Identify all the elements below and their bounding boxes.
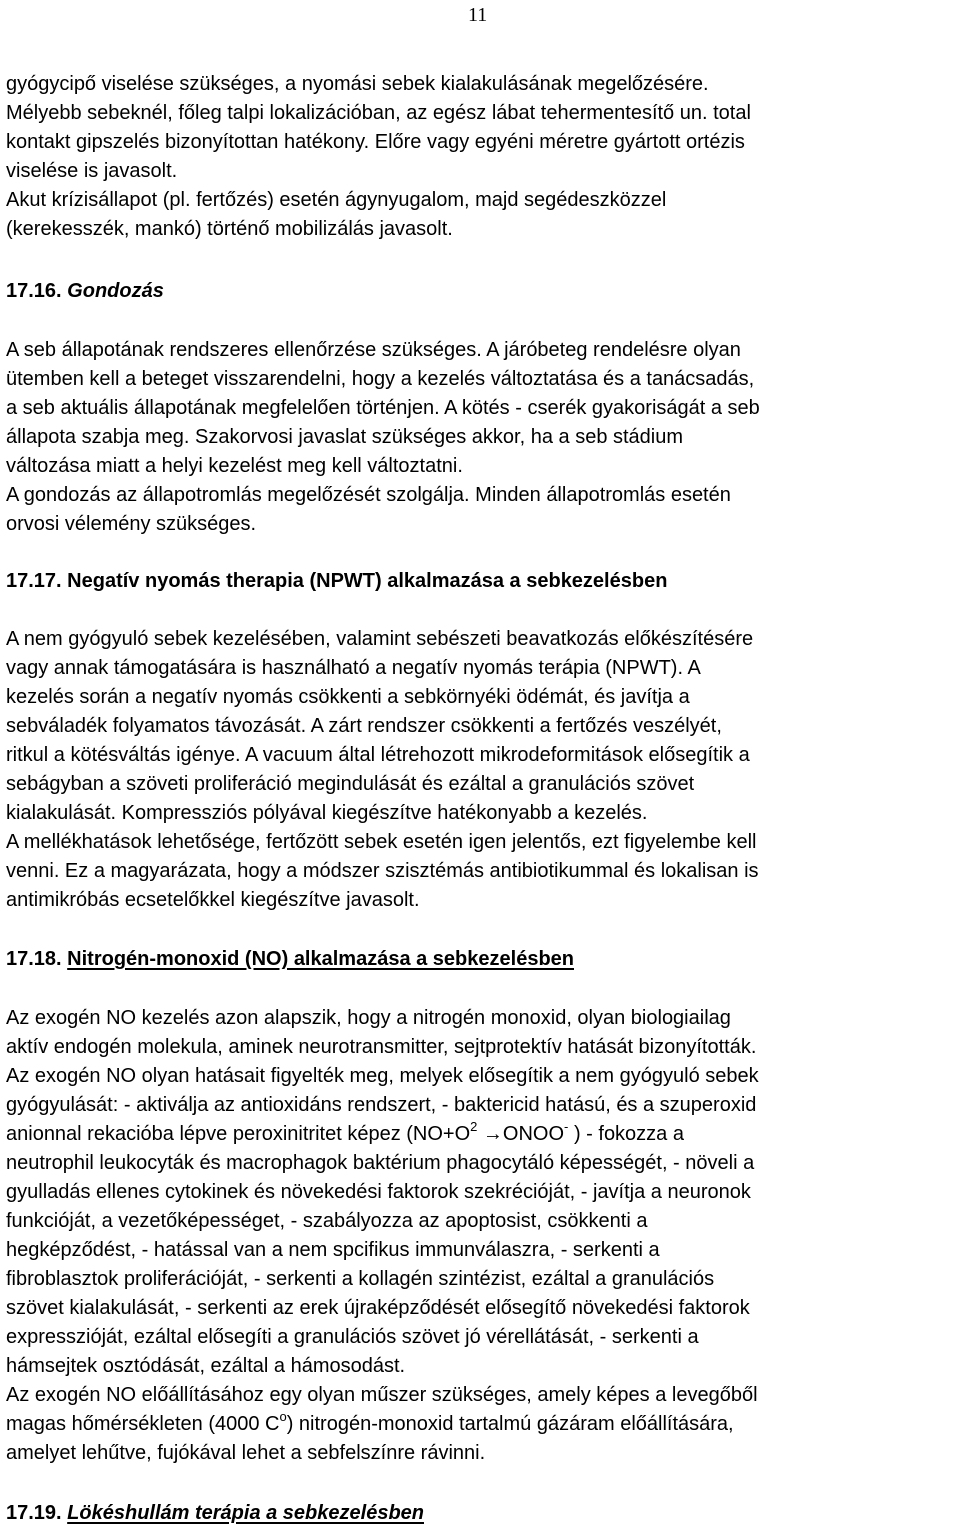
text-line: Akut krízisállapot (pl. fertőzés) esetén ágynyugalom, majd segédeszközzel <box>6 189 667 211</box>
text-line: antimikróbás ecsetelőkkel kiegészítve javasolt. <box>6 889 420 911</box>
section-body-17-16 <box>6 336 956 539</box>
text-line: kontakt gipszelés bizonyítottan hatékony. Előre vagy egyéni méretre gyártott ortézis <box>6 131 745 153</box>
text-line: gyulladás ellenes cytokinek és növekedési faktorok szekrécióját, - javítja a neuronok <box>6 1181 751 1203</box>
text-line: Az exogén NO előállításához egy olyan műszer szükséges, amely képes a levegőből <box>6 1384 758 1406</box>
text-line: A mellékhatások lehetősége, fertőzött sebek esetén igen jelentős, ezt figyelembe kell <box>6 831 757 853</box>
text-line: A gondozás az állapotromlás megelőzését szolgálja. Minden állapotromlás esetén <box>6 484 731 506</box>
text-line: kialakulását. Kompressziós pólyával kiegészítve hatékonyabb a kezelés. <box>6 802 648 824</box>
text-line: szövet kialakulását, - serkenti az erek újraképződését elősegítő növekedési faktorok <box>6 1297 750 1319</box>
text-line: Az exogén NO kezelés azon alapszik, hogy a nitrogén monoxid, olyan biologiailag <box>6 1007 731 1029</box>
text-line: neutrophil leukocyták és macrophagok baktérium phagocytáló képességét, - növeli a <box>6 1152 755 1174</box>
text-line: gyógycipő viselése szükséges, a nyomási sebek kialakulásának megelőzésére. <box>6 73 709 95</box>
section-title: Gondozás <box>67 280 164 302</box>
text-line: sebváladék folyamatos távozását. A zárt rendszer csökkenti a fertőzés veszélyét, <box>6 715 722 737</box>
section-title: Nitrogén-monoxid (NO) alkalmazása a sebkezelésben <box>67 948 574 970</box>
intro-paragraph <box>6 70 956 244</box>
text-line: ütemben kell a beteget visszarendelni, hogy a kezelés változtatása és a tanácsadás, <box>6 368 755 390</box>
section-title: Lökéshullám terápia a sebkezelésben <box>67 1502 424 1524</box>
superscript: 2 <box>470 1119 478 1134</box>
text-line: A seb állapotának rendszeres ellenőrzése szükséges. A járóbeteg rendelésre olyan <box>6 339 741 361</box>
temp-text: ) nitrogén-monoxid tartalmú gázáram előállítására, <box>286 1413 734 1435</box>
text-line: A nem gyógyuló sebek kezelésében, valamint sebészeti beavatkozás előkészítésére <box>6 628 754 650</box>
text-line: a seb aktuális állapotának megfelelően történjen. A kötés - cserék gyakoriságát a seb <box>6 397 760 419</box>
section-body-17-17 <box>6 625 956 915</box>
text-line: hegképződést, - hatással van a nem spcifikus immunválaszra, - serkenti a <box>6 1239 660 1261</box>
text-line: expresszióját, ezáltal elősegíti a granulációs szövet jó vérellátását, - serkenti a <box>6 1326 699 1348</box>
superscript: - <box>564 1119 569 1134</box>
text-line: gyógyulását: - aktiválja az antioxidáns rendszert, - baktericid hatású, és a szuperoxid <box>6 1094 757 1116</box>
superscript: o <box>279 1409 287 1424</box>
section-number: 17.18. <box>6 948 62 970</box>
text-line: ritkul a kötésváltás igénye. A vacuum által létrehozott mikrodeformitások elősegítik a <box>6 744 750 766</box>
temperature-line <box>6 1410 956 1439</box>
text-line: (kerekesszék, mankó) történő mobilizálás javasolt. <box>6 218 453 240</box>
section-number: 17.19. <box>6 1502 62 1524</box>
text-line: vagy annak támogatására is használható a negatív nyomás terápia (NPWT). A <box>6 657 701 679</box>
text-line: orvosi vélemény szükséges. <box>6 513 257 535</box>
text-line: amelyet lehűtve, fujókával lehet a sebfelszínre rávinni. <box>6 1442 486 1464</box>
section-number: 17.16. <box>6 280 62 302</box>
page-number: 11 <box>468 4 488 26</box>
section-title: Negatív nyomás therapia (NPWT) alkalmazása a sebkezelésben <box>67 570 668 592</box>
text-line: állapota szabja meg. Szakorvosi javaslat szükséges akkor, ha a seb stádium <box>6 426 684 448</box>
text-line: fibroblasztok proliferációját, - serkenti a kollagén szintézist, ezáltal a granulációs <box>6 1268 715 1290</box>
formula-text: ) - fokozza a <box>568 1123 684 1145</box>
formula-text: anionnal rekacióba lépve peroxinitritet képez (NO+O <box>6 1123 471 1145</box>
section-number: 17.17. <box>6 570 62 592</box>
section-body-17-18 <box>6 1004 956 1468</box>
section-heading-17-18 <box>6 945 956 974</box>
text-line: változása miatt a helyi kezelést meg kell változtatni. <box>6 455 463 477</box>
text-line: Az exogén NO olyan hatásait figyelték meg, melyek elősegítik a nem gyógyuló sebek <box>6 1065 759 1087</box>
formula-text: →ONOO <box>477 1123 565 1145</box>
text-line: aktív endogén molekula, aminek neurotransmitter, sejtprotektív hatását bizonyították. <box>6 1036 757 1058</box>
text-line: viselése is javasolt. <box>6 160 178 182</box>
text-line: sebágyban a szöveti proliferáció megindulását és ezáltal a granulációs szövet <box>6 773 695 795</box>
section-heading-17-16 <box>6 277 956 306</box>
text-line: hámsejtek osztódását, ezáltal a hámosodást. <box>6 1355 406 1377</box>
section-heading-17-17 <box>6 567 956 596</box>
formula-line <box>6 1120 956 1149</box>
text-line: Mélyebb sebeknél, főleg talpi lokalizációban, az egész lábat tehermentesítő un. total <box>6 102 751 124</box>
text-line: funkcióját, a vezetőképességet, - szabályozza az apoptosist, csökkenti a <box>6 1210 648 1232</box>
text-line: venni. Ez a magyarázata, hogy a módszer szisztémás antibiotikummal és lokalisan is <box>6 860 759 882</box>
text-line: kezelés során a negatív nyomás csökkenti a sebkörnyéki ödémát, és javítja a <box>6 686 690 708</box>
temp-text: magas hőmérsékleten (4000 C <box>6 1413 280 1435</box>
section-heading-17-19 <box>6 1499 956 1528</box>
